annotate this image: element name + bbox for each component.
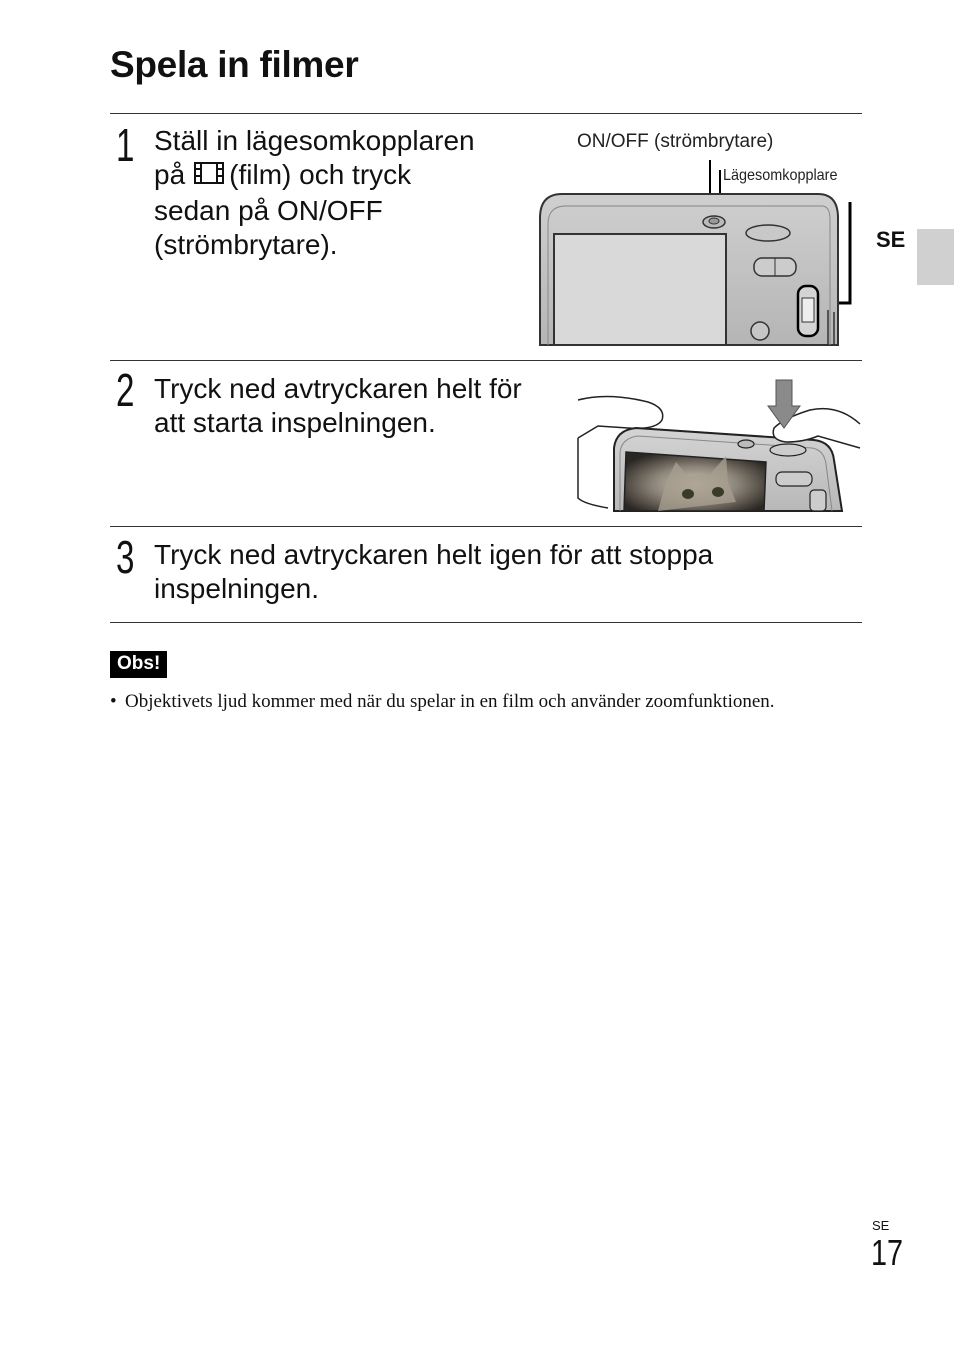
step-3-line-2: inspelningen. [154,573,320,604]
step-1-line-2b: (film) och tryck [229,159,412,190]
step-2-line-1: Tryck ned avtryckaren helt för [154,373,522,404]
step-3-line-1: Tryck ned avtryckaren helt igen för att stoppa [154,539,714,570]
camera-back-illustration [538,160,858,345]
side-language-label: SE [876,227,906,252]
step-1-number: 1 [116,119,135,171]
step-2-number: 2 [116,364,135,416]
label-power-button: ON/OFF (strömbrytare) [577,131,774,152]
step-1-line-4: (strömbrytare). [154,228,338,260]
note-heading: Obs! [110,651,167,678]
step-1-line-3: sedan på ON/OFF [154,194,383,226]
divider-top [110,113,862,114]
divider-step-2 [110,526,862,527]
note-bullet: • [110,691,117,712]
note-item-1: Objektivets ljud kommer med när du spelar in en film och använder zoomfunktionen. [125,691,775,712]
footer-language: SE [872,1218,890,1233]
step-2-text [154,372,522,440]
divider-step-1 [110,360,862,361]
page-title: Spela in filmer [110,44,359,85]
note-list [110,688,810,716]
step-2-line-2: att starta inspelningen. [154,407,436,438]
step-3-number: 3 [116,531,135,583]
camera-shooting-illustration [578,378,860,511]
page-number: 17 [871,1232,904,1273]
side-language-tab [917,229,954,285]
step-1-text [154,124,475,262]
step-3-text [154,538,713,606]
step-1-line-1: Ställ in lägesomkopplaren [154,125,475,156]
step-1-line-2 [154,158,475,194]
film-mode-icon [193,160,225,194]
step-1-line-2a: på [154,159,186,190]
label-mode-switch: Lägesomkopplare [723,167,838,184]
divider-step-3 [110,622,862,623]
